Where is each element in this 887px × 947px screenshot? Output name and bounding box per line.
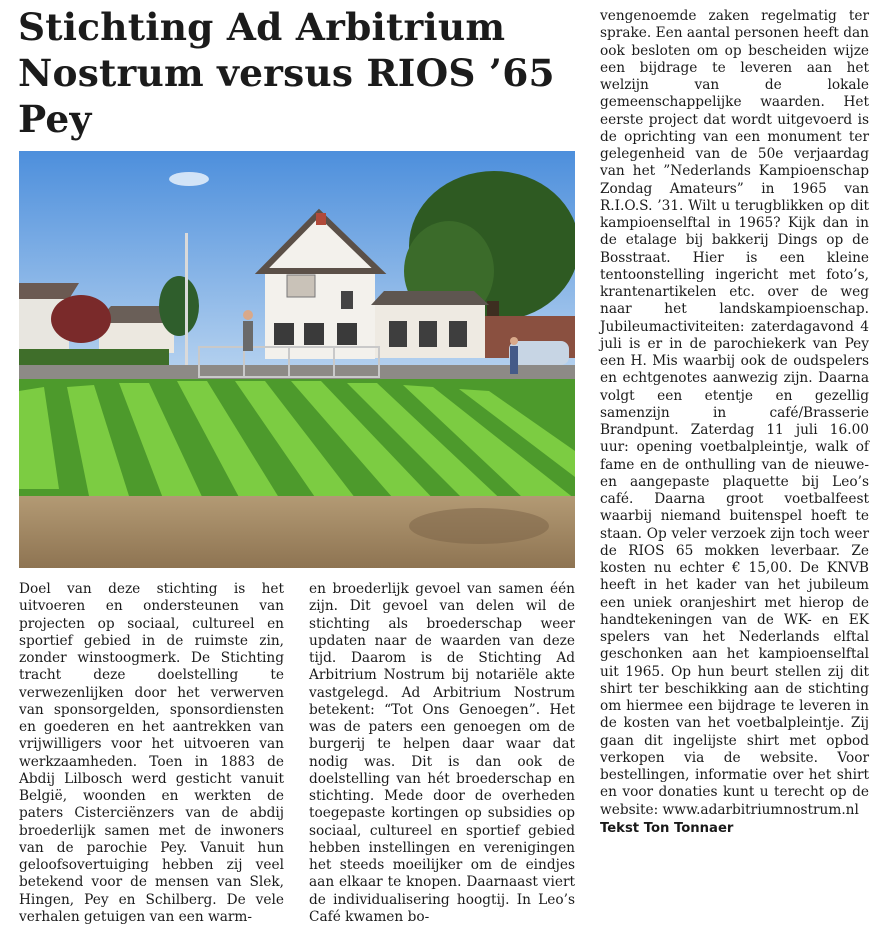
photo-illustration: [19, 151, 575, 568]
byline: Tekst Ton Tonnaer: [600, 820, 734, 836]
tree-red: [51, 295, 111, 343]
paragraph-2: en broederlijk gevoel van samen één zijn. Dit gevoel van delen wil de stichting als broederschap weer updaten naar de waarden van deze tijd. Daarom is de Stichting Ad Arbitrium Nostrum bij notariële akte vastgelegd. Ad Arbitrium Nostrum betekent: “Tot Ons Genoegen”. Het was de paters een genoegen om de burgerij te helpen daar waar dat nodig was. Dit is dan ook de doelstelling van hét broederschap en stichting. Mede door de overheden toegepaste kortingen op subsidies op sociaal, cultureel en sportief gebied hebben instellingen en verenigingen het steeds moeilijker om de eindjes aan elkaar te knopen. Daarnaast viert de individualisering hoogtij. In Leo’s Café kwamen bo-: [309, 581, 575, 925]
column-3: [600, 8, 869, 837]
article-title: Stichting Ad Arbitrium Nostrum versus RIOS ’65 Pey: [18, 5, 555, 141]
article-photo: [19, 151, 575, 568]
paragraph-1: Doel van deze stichting is het uitvoeren en ondersteunen van projecten op sociaal, cultureel en sportief gebied in de ruimste zin, zonder winstoogmerk. De Stichting tracht deze doelstelling te verwezenlijken door het verwerven van sponsorgelden, sponsordiensten en goederen en het aantrekken van vrijwilligers voor het uitvoeren van werkzaamheden. Toen in 1883 de Abdij Lilbosch werd gesticht vanuit België, woonden en werkten de paters Cisterciënzers van de abdij broederlijk samen met de inwoners van de parochie Pey. Vanuit hun geloofsovertuiging hebben zij veel betekend voor de mensen van Slek, Hingen, Pey en Schilberg. De vele verhalen getuigen van een warm-: [19, 581, 284, 925]
flag-pole: [185, 233, 188, 383]
column-1: [19, 581, 284, 926]
tree-left: [159, 276, 199, 336]
paragraph-3: vengenoemde zaken regelmatig ter sprake. Een aantal personen heeft dan ook besloten om op bescheiden wijze een bijdrage te leveren aan het welzijn van de lokale gemeenschappelijke waarden. Het eerste project dat wordt uitgevoerd is de oprichting van een monument ter gelegenheid van de 50e verjaardag van het ”Nederlands Kampioenschap Zondag Amateurs” in 1965 van R.I.O.S. ’31. Wilt u terugblikken op dit kampioenselftal in 1965? Kijk dan in de etalage bij bakkerij Dings op de Bosstraat. Hier is een kleine tentoonstelling ingericht met foto’s, krantenartikelen etc. over de weg naar het landskampioenschap. Jubileumactiviteiten: zaterdagavond 4 juli is er in de parochiekerk van Pey een H. Mis waarbij ook de oudspelers en echtgenotes aanwezig zijn. Daarna volgt een etentje en gezellig samenzijn in café/Brasserie Brandpunt. Zaterdag 11 juli 16.00 uur: opening voetbalpleintje, walk of fame en de onthulling van de nieuwe- en aangepaste plaquette bij Leo’s café. Daarna groot voetbalfeest waarbij niemand buitenspel hoeft te staan. Op veler verzoek zijn toch weer de RIOS 65 mokken leverbaar. Ze kosten nu echter € 15,00. De KNVB heeft in het kader van het jubileum een uniek oranjeshirt met hierop de handtekeningen van de WK- en EK spelers van het Nederlands elftal geschonken aan het kampioenselftal uit 1965. Op hun beurt stellen zij dit shirt ter beschikking aan de stichting om hiermee een bijdrage te leveren in de kosten van het voetbalpleintje. Zij gaan dit ingelijste shirt met opbod verkopen via de website. Voor bestellingen, informatie over het shirt en voor donaties kunt u terecht op de website: www.adarbitriumnostrum.nl: [600, 8, 869, 818]
column-2: [309, 581, 575, 926]
